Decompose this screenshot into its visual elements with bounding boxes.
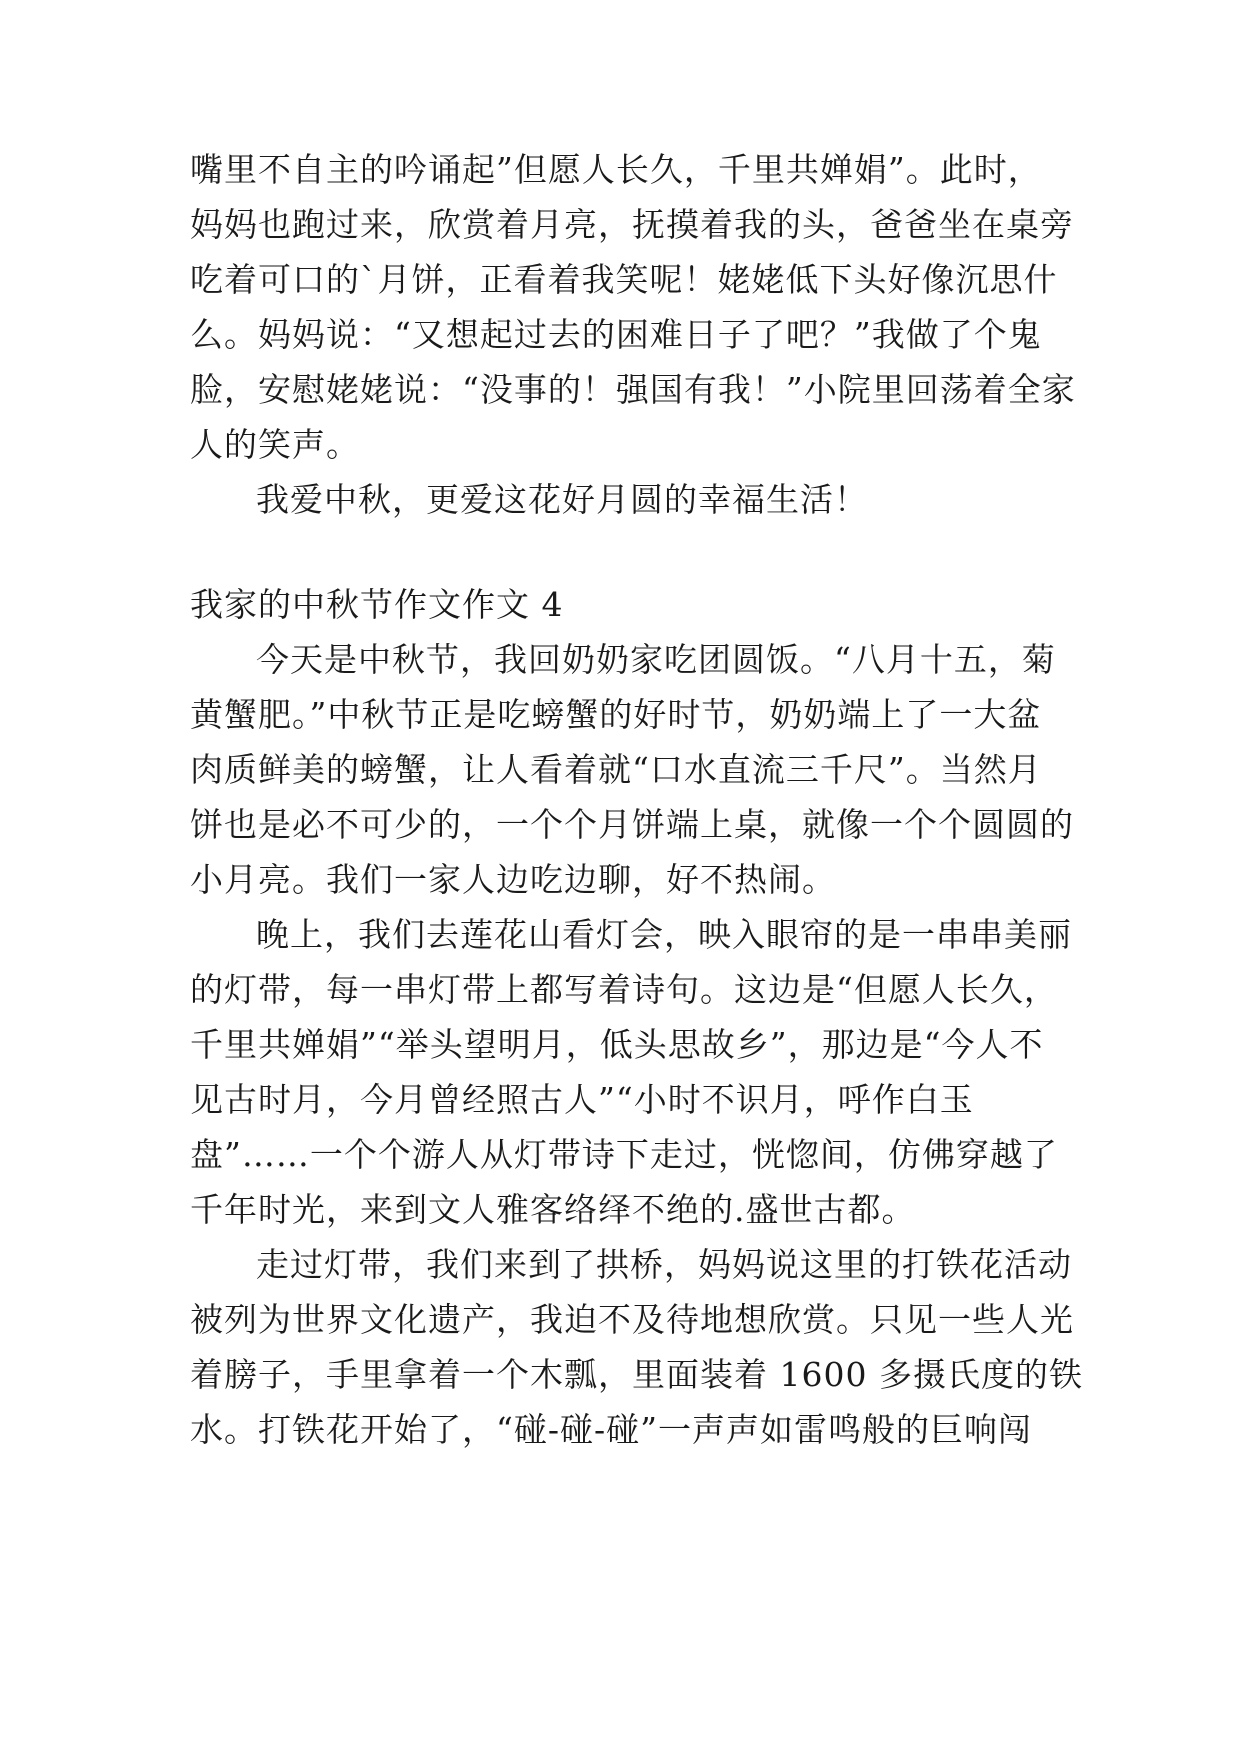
paragraph-line: 的灯带，每一串灯带上都写着诗句。这边是“但愿人长久， <box>190 970 1058 1009</box>
paragraph-line: 么。妈妈说：“又想起过去的困难日子了吧？”我做了个鬼 <box>190 315 1042 354</box>
paragraph-line: 饼也是必不可少的，一个个月饼端上桌，就像一个个圆圆的 <box>190 805 1074 844</box>
paragraph-line: 着膀子，手里拿着一个木瓢，里面装着 1600 多摄氏度的铁 <box>190 1355 1083 1394</box>
paragraph-line: 千年时光，来到文人雅客络绎不绝的.盛世古都。 <box>190 1190 916 1229</box>
paragraph-line: 肉质鲜美的螃蟹，让人看着就“口水直流三千尺”。当然月 <box>190 750 1042 789</box>
paragraph-line: 走过灯带，我们来到了拱桥，妈妈说这里的打铁花活动 <box>256 1245 1072 1284</box>
paragraph-line: 见古时月，今月曾经照古人”“小时不识月，呼作白玉 <box>190 1080 974 1119</box>
paragraph-line: 人的笑声。 <box>190 425 360 464</box>
paragraph-line: 晚上，我们去莲花山看灯会，映入眼帘的是一串串美丽 <box>256 915 1072 954</box>
paragraph-line: 小月亮。我们一家人边吃边聊，好不热闹。 <box>190 860 836 899</box>
section-title: 我家的中秋节作文作文 4 <box>190 585 564 624</box>
paragraph-line: 我爱中秋，更爱这花好月圆的幸福生活！ <box>256 480 868 519</box>
paragraph-line: 脸，安慰姥姥说：“没事的！强国有我！”小院里回荡着全家 <box>190 370 1076 409</box>
paragraph-line: 水。打铁花开始了，“碰-碰-碰”一声声如雷鸣般的巨响闯 <box>190 1410 1033 1449</box>
paragraph-line: 妈妈也跑过来，欣赏着月亮，抚摸着我的头，爸爸坐在桌旁 <box>190 205 1074 244</box>
paragraph-line: 今天是中秋节，我回奶奶家吃团圆饭。“八月十五，菊 <box>256 640 1056 679</box>
paragraph-line: 黄蟹肥。”中秋节正是吃螃蟹的好时节，奶奶端上了一大盆 <box>190 695 1042 734</box>
paragraph-line: 千里共婵娟”“举头望明月，低头思故乡”，那边是“今人不 <box>190 1025 1044 1064</box>
paragraph-line: 吃着可口的`月饼，正看着我笑呢！姥姥低下头好像沉思什 <box>190 260 1058 299</box>
paragraph-line: 被列为世界文化遗产，我迫不及待地想欣赏。只见一些人光 <box>190 1300 1074 1339</box>
paragraph-line: 盘”……一个个游人从灯带诗下走过，恍惚间，仿佛穿越了 <box>190 1135 1058 1174</box>
paragraph-line: 嘴里不自主的吟诵起”但愿人长久，千里共婵娟”。此时， <box>190 150 1042 189</box>
